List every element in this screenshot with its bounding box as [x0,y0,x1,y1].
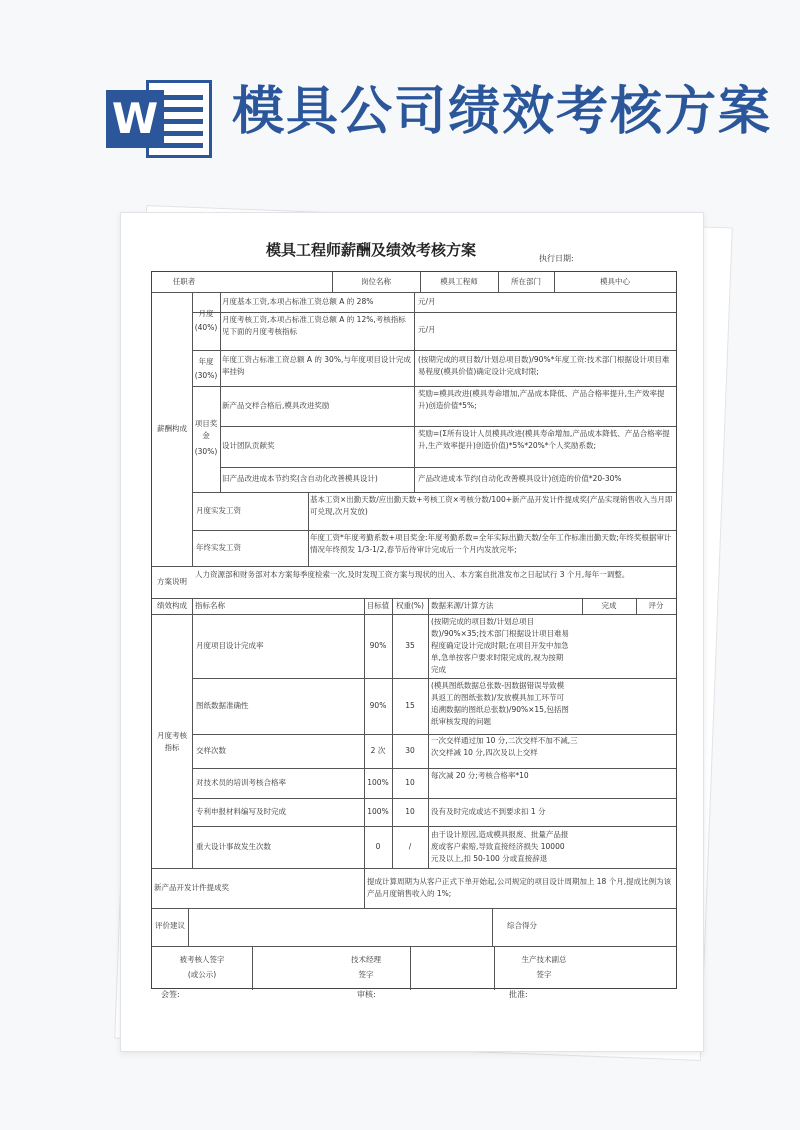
approve-label: 批准: [509,990,528,999]
position-value: 模具工程师 [440,277,478,286]
annual-pct: (30%) [194,371,218,380]
monthly-label: 月度 [198,309,214,318]
kpi-row-weight: 10 [405,778,415,787]
countersign-label: 会签: [161,990,180,999]
assessee-signature-label: 被考核人签字 [179,955,225,964]
word-logo-letter: W [106,90,164,148]
annual-actual-formula: 年度工资*年度考勤系数+项目奖金:年度考勤系数=全年实际出勤天数/全年工作标准出勤天数;年终奖根据审计情况年终预发 1/3-1/2,春节后待审计完成后一个月内发放完毕; [310,533,672,554]
annual-label: 年度 [198,357,214,366]
kpi-row-method: 一次交样通过加 10 分,二次交样不加不减,三次交样减 10 分,四次及以上交样 [431,736,578,757]
assessment-form [151,271,677,989]
bonus-pct: (30%) [194,447,218,456]
kpi-row-weight: 15 [405,701,415,710]
annual-desc: 年度工资占标准工资总额 A 的 30%,与年度项目设计完成率挂钩 [222,355,411,376]
kpi-row-name: 交样次数 [196,746,226,755]
banner [0,0,800,195]
kpi-row-weight: 10 [405,807,415,816]
annual-actual-label: 年终实发工资 [196,543,241,552]
banner-title: 模具公司绩效考核方案 [232,82,773,142]
kpi-header-name: 指标名称 [195,601,225,610]
kpi-row-target: 90% [369,641,387,650]
execution-date-label: 执行日期: [539,254,574,263]
employee-label: 任职者 [172,277,196,286]
plan-note-text: 人力资源部和财务部对本方案每季度检索一次,及时发现工资方案与现状的出入、本方案自批准发布之日起试行 3 个月,每年一调整。 [195,570,630,579]
monthly-pct: (40%) [194,323,218,332]
annual-formula: (按期完成的项目数/计划总项目数)/90%*年度工资:技术部门根据设计项目难易程度(模具价值)确定设计完成时限; [418,355,670,376]
tech-manager-label: 技术经理 [351,955,381,964]
bonus-formula-3: 产品改进成本节约(自动化改善模具设计)创造的价值*20-30% [418,474,622,483]
assess-salary-unit: 元/月 [418,325,436,334]
kpi-row-method: 由于设计原因,造成模具报废、批量产品报废或客户索赔,导致直接经济损失 10000 元及以上,扣 50-100 分或直接辞退 [431,830,569,863]
salary-section-label: 薪酬构成 [157,424,187,433]
kpi-row-target: 100% [367,778,389,787]
kpi-row-weight: 30 [405,746,415,755]
kpi-header-done: 完成 [601,601,617,610]
bonus-item-2: 设计团队贡献奖 [222,441,275,450]
kpi-row-method: (模具图纸数据总张数-因数据错误导致模具返工的图纸张数)/发放模具加工环节可追溯数据的图纸总张数)/90%×15,包括图纸审核发现的问题 [431,681,569,726]
prod-deputy-sign: 签字 [536,970,552,979]
kpi-header-target: 目标值 [366,601,390,610]
kpi-row-target: 2 次 [370,746,386,755]
document-page [120,212,704,1052]
kpi-row-method: 没有及时完成或达不到要求扣 1 分 [431,807,546,816]
monthly-actual-label: 月度实发工资 [196,506,241,515]
kpi-row-name: 重大设计事故发生次数 [196,842,271,851]
kpi-header-weight: 权重(%) [396,601,424,610]
kpi-row-method: (按期完成的项目数/计划总项目数)/90%×35;技术部门根据设计项目难易程度确定设计完成时限;在项目开发中加急单,急单按客户要求时限完成的,视为按期完成 [431,617,569,674]
kpi-row-name: 专利申报材料编写及时完成 [196,807,286,816]
position-label: 岗位名称 [361,277,391,286]
kpi-row-target: 0 [375,842,381,851]
base-salary-unit: 元/月 [418,297,436,306]
assessee-signature-note: (或公示) [187,970,217,979]
tech-manager-sign: 签字 [358,970,374,979]
kpi-header-method: 数据来源/计算方法 [431,601,494,610]
kpi-row-target: 100% [367,807,389,816]
kpi-row-name: 图纸数据准确性 [196,701,249,710]
kpi-row-target: 90% [369,701,387,710]
department-label: 所在部门 [511,277,541,286]
department-value: 模具中心 [600,277,630,286]
kpi-header-score: 评分 [648,601,664,610]
base-salary-desc: 月度基本工资,本项占标准工资总额 A 的 28% [222,297,374,306]
kpi-row-weight: / [408,842,412,851]
bonus-item-3: 旧产品改进成本节约奖(含自动化改善模具设计) [222,474,378,483]
kpi-header-section: 绩效构成 [157,601,187,610]
bonus-label: 项目奖金 [194,419,218,440]
monthly-actual-formula: 基本工资×出勤天数/应出勤天数+考核工资×考核分数/100+新产品开发计件提成奖(产品实现销售收入当月即可兑现,次月发放) [310,495,673,516]
kpi-section-label: 月度考核指标 [157,731,187,752]
kpi-row-name: 对技术员的培训考核合格率 [196,778,286,787]
total-score-label: 综合得分 [507,921,537,930]
bonus-formula-2: 奖励=(Σ所有设计人员模具改进(模具寿命增加,产品成本降低、产品合格率提升,生产效率提升)创造价值)*5%*20%*个人奖励系数; [418,429,670,450]
kpi-row-name: 月度项目设计完成率 [196,641,264,650]
evaluation-label: 评价建议 [155,921,185,930]
assess-salary-desc: 月度考核工资,本项占标准工资总额 A 的 12%,考核指标见下面的月度考核指标 [222,315,406,336]
review-label: 审核: [357,990,376,999]
kpi-row-weight: 35 [405,641,415,650]
bonus-item-1: 新产品交样合格后,模具改进奖励 [222,401,330,410]
new-product-text: 提成计算周期为从客户正式下单开始起,公司规定的项目设计周期加上 18 个月,提成比例为该产品月度销售收入的 1%; [367,877,672,898]
word-icon [106,80,214,158]
document-title: 模具工程师薪酬及绩效考核方案 [265,241,476,259]
plan-note-label: 方案说明 [157,577,187,586]
kpi-row-method: 每次减 20 分;考核合格率*10 [431,771,529,780]
prod-deputy-label: 生产技术副总 [521,955,567,964]
bonus-formula-1: 奖励=模具改进(模具寿命增加,产品成本降低、产品合格率提升,生产效率提升)创造价值*5%; [418,389,665,410]
new-product-label: 新产品开发计件提成奖 [154,883,229,892]
